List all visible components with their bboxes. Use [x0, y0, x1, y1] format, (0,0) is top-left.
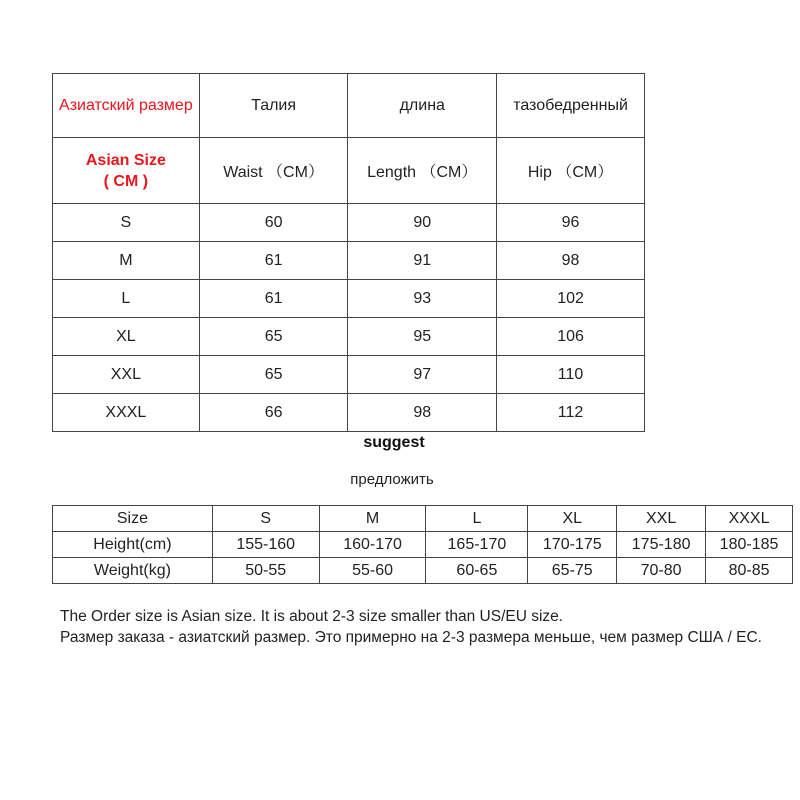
hw-header-row: [53, 506, 793, 532]
suggest-heading: suggest: [363, 434, 425, 451]
table-row: [53, 204, 645, 242]
cell-waist: 65: [199, 318, 348, 356]
size-chart-table: [52, 73, 645, 432]
cell-length: 90: [348, 204, 497, 242]
hw-weight-cell: 70-80: [617, 558, 706, 584]
hw-size-cell: XL: [528, 506, 617, 532]
note-ru: Размер заказа - азиатский размер. Это примерно на 2-3 размера меньше, чем размер США / ЕС.: [60, 629, 762, 646]
header-ru-waist: Талия: [199, 74, 348, 138]
suggest-heading-ru: предложить: [350, 471, 434, 488]
header-en-waist: Waist （CM）: [199, 138, 348, 204]
header-en-size: [53, 138, 200, 204]
note-en: The Order size is Asian size. It is about 2-3 size smaller than US/EU size.: [60, 608, 564, 625]
hw-weight-cell: 60-65: [426, 558, 528, 584]
cell-length: 95: [348, 318, 497, 356]
header-ru-hip: тазобедренный: [497, 74, 645, 138]
cell-size: XL: [53, 318, 200, 356]
cell-size: S: [53, 204, 200, 242]
hw-size-label: Size: [53, 506, 213, 532]
hw-height-label: Height(cm): [53, 532, 213, 558]
header-ru-length: длина: [348, 74, 497, 138]
hw-weight-cell: 50-55: [212, 558, 319, 584]
cell-waist: 65: [199, 356, 348, 394]
cell-hip: 106: [497, 318, 645, 356]
cell-hip: 98: [497, 242, 645, 280]
header-en-length: Length （CM）: [348, 138, 497, 204]
cell-size: L: [53, 280, 200, 318]
hw-weight-row: [53, 558, 793, 584]
cell-hip: 96: [497, 204, 645, 242]
header-ru-size: Азиатский размер: [53, 74, 200, 138]
hw-size-cell: L: [426, 506, 528, 532]
cell-hip: 102: [497, 280, 645, 318]
cell-length: 93: [348, 280, 497, 318]
table-row: [53, 318, 645, 356]
table-row: [53, 242, 645, 280]
cell-length: 97: [348, 356, 497, 394]
cell-waist: 61: [199, 242, 348, 280]
hw-height-cell: 165-170: [426, 532, 528, 558]
hw-size-cell: XXXL: [706, 506, 793, 532]
hw-weight-cell: 65-75: [528, 558, 617, 584]
header-en-size-unit: ( CM ): [103, 172, 149, 190]
size-notes: [60, 606, 795, 648]
hw-height-row: [53, 532, 793, 558]
size-chart-header-ru: [53, 74, 645, 138]
table-row: [53, 356, 645, 394]
hw-height-cell: 175-180: [617, 532, 706, 558]
cell-waist: 61: [199, 280, 348, 318]
cell-waist: 60: [199, 204, 348, 242]
hw-height-cell: 170-175: [528, 532, 617, 558]
table-row: [53, 280, 645, 318]
header-en-size-label: Asian Size: [85, 151, 166, 169]
hw-size-cell: XXL: [617, 506, 706, 532]
hw-height-cell: 155-160: [212, 532, 319, 558]
hw-height-cell: 160-170: [319, 532, 426, 558]
header-en-hip: Hip （CM）: [497, 138, 645, 204]
cell-length: 91: [348, 242, 497, 280]
cell-length: 98: [348, 394, 497, 432]
cell-hip: 110: [497, 356, 645, 394]
height-weight-table: [52, 505, 793, 584]
cell-size: XXL: [53, 356, 200, 394]
hw-weight-cell: 80-85: [706, 558, 793, 584]
cell-waist: 66: [199, 394, 348, 432]
hw-size-cell: M: [319, 506, 426, 532]
cell-size: M: [53, 242, 200, 280]
hw-size-cell: S: [212, 506, 319, 532]
hw-weight-label: Weight(kg): [53, 558, 213, 584]
cell-hip: 112: [497, 394, 645, 432]
cell-size: XXXL: [53, 394, 200, 432]
hw-weight-cell: 55-60: [319, 558, 426, 584]
table-row: [53, 394, 645, 432]
hw-height-cell: 180-185: [706, 532, 793, 558]
size-chart-header-en: [53, 138, 645, 204]
